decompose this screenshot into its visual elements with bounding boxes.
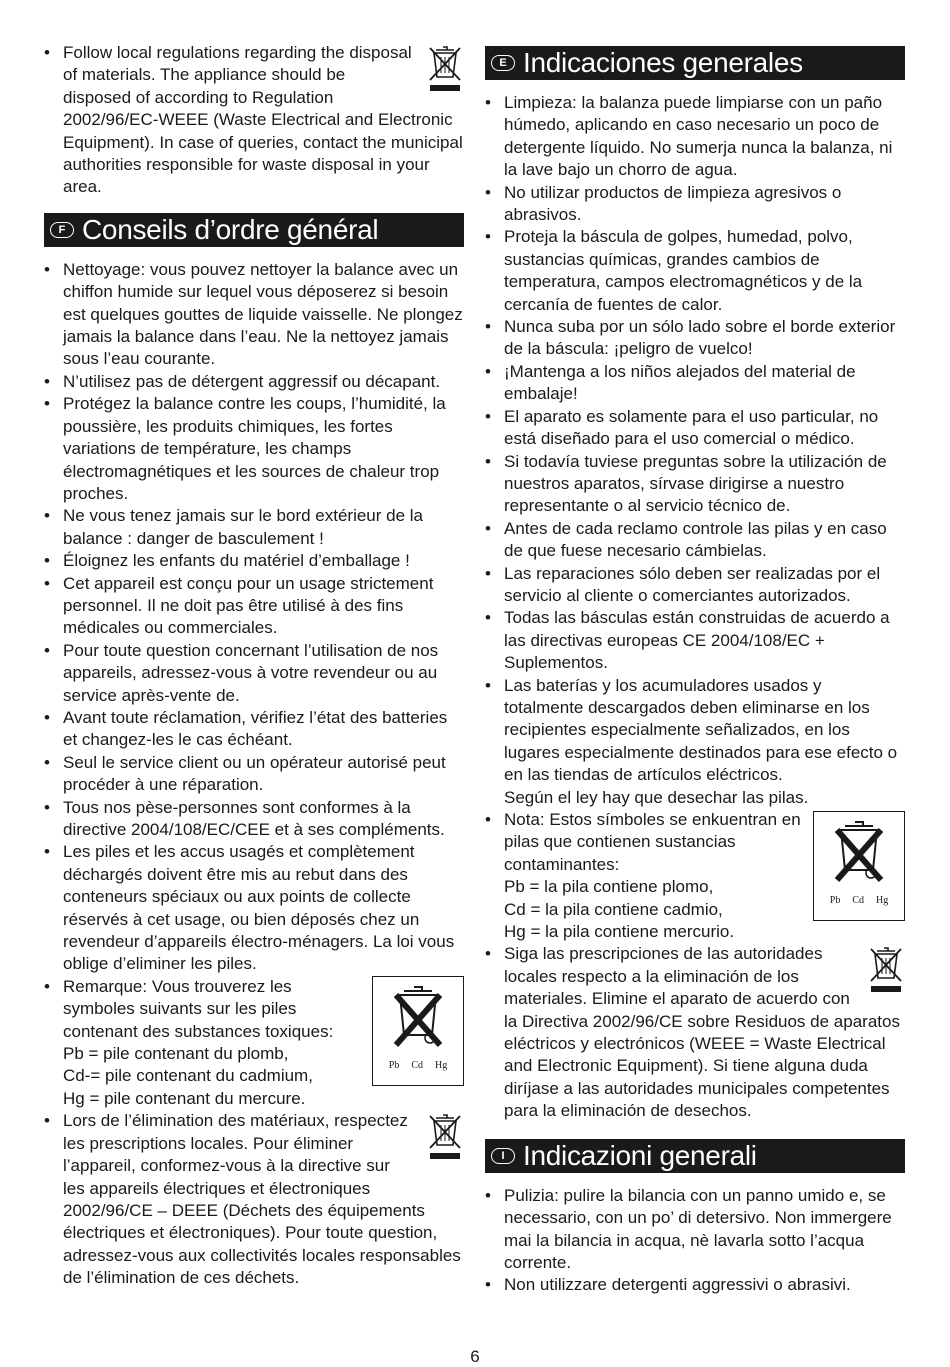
list-item: • Protégez la balance contre les coups, l’humidité, la poussière, les produits chimiques, les fortes variations de température, les champs électromagnétiques et les sources de chaleur trop proches. xyxy=(44,393,464,505)
right-column xyxy=(485,42,905,1297)
crossed-bin-icon xyxy=(827,818,891,888)
list-item: • N’utilisez pas de détergent aggressif ou décapant. xyxy=(44,371,464,393)
language-badge-f: F xyxy=(50,222,74,238)
list-item: • Pulizia: pulire la bilancia con un panno umido e, se necessario, con un po’ di detersivo. Non immergere mai la bilancia in acqua, nè lavarla sotto l’acqua corrente. xyxy=(485,1185,905,1275)
crossed-bin-icon xyxy=(386,983,450,1053)
list-item: • Éloignez les enfants du matériel d’emballage ! xyxy=(44,550,464,572)
list-item: • No utilizar productos de limpieza agresivos o abrasivos. xyxy=(485,182,905,227)
symbol-pb: • Pb xyxy=(388,1059,400,1071)
list-item: • Seul le service client ou un opérateur autorisé peut procéder à une réparation. xyxy=(44,752,464,797)
list-item: • Nunca suba por un sólo lado sobre el borde exterior de la báscula: ¡peligro de vuelco! xyxy=(485,316,905,361)
list-item: • Non utilizzare detergenti aggressivi o abrasivi. xyxy=(485,1274,905,1296)
section-header-spanish xyxy=(485,46,905,80)
french-list xyxy=(44,259,464,1290)
weee-bin-icon xyxy=(426,44,464,98)
symbol-cd: Cd xyxy=(411,1059,423,1071)
symbol-hg: Hg xyxy=(876,895,889,906)
list-item-note: • Pb Cd Hg Nota: Estos símboles se enkuentran en pilas que contienen sustancias contaminantes: Pb = la pila contiene plomo, Cd = la pila contiene cadmio, Hg = la pila contiene mercurio. xyxy=(485,809,905,943)
list-item: • Nettoyage: vous pouvez nettoyer la balance avec un chiffon humide sur lequel vous déposerez si besoin est quelques gouttes de liquide vaisselle. Ne plongez jamais la balance dans l’eau. Ne la nettoyez jamais sous l’eau courante. xyxy=(44,259,464,371)
section-title-spanish: Indicaciones generales xyxy=(523,47,803,78)
symbol-pb: • Pb xyxy=(829,895,841,906)
section-title-french: Conseils d’ordre général xyxy=(82,213,379,245)
list-item-remark: • Pb Cd Hg Remarque: Vous trouverez les symboles suivants sur les piles contenant des substances toxiques: Pb = pile contenant du plomb, Cd-= pile contenant du cadmium, Hg = pile contenant du mercure. xyxy=(44,976,464,1110)
weee-bin-icon xyxy=(867,945,905,999)
language-badge-e: E xyxy=(491,55,515,71)
list-item: • Tous nos pèse-personnes sont conformes à la directive 2004/108/EC/CEE et à ses compléments. xyxy=(44,797,464,842)
list-item: • Siga las prescripciones de las autoridades locales respecto a la eliminación de los materiales. Elimine el aparato de acuerdo con la Directiva 2002/96/CE sobre Residuos de aparatos eléctricos y electrónicos (WEEE = Waste Electrical and Electronic Equipment). Si tiene alguna duda diríjase a las autoridades municipales competentes para la eliminación de desechos. xyxy=(485,943,905,1122)
list-item: • Todas las básculas están construidas de acuerdo a las directivas europeas CE 2004/108/EC + Suplementos. xyxy=(485,607,905,674)
list-item: • Si todavía tuviese preguntas sobre la utilización de nuestros aparatos, sírvase dirigirse a nuestro representante o al servicio técnico de. xyxy=(485,451,905,518)
left-column xyxy=(44,42,464,1290)
list-item: • ¡Mantenga a los niños alejados del material de embalaje! xyxy=(485,361,905,406)
list-item: • Les piles et les accus usagés et complètement déchargés doivent être mis au rebut dans des conteneurs spéciaux ou aux points de collecte réservés à cet usage, ou bien déposés chez un revendeur d’appareils électro-ménagers. La loi vous oblige d’eliminer les piles. xyxy=(44,841,464,975)
list-item: • Follow local regulations regarding the disposal of materials. The appliance should be disposed of according to Regulation 2002/96/EC-WEEE (Waste Electrical and Electronic Equipment). In case of queries, contact the municipal authorities responsible for waste disposal in your area. xyxy=(44,42,464,199)
italian-list xyxy=(485,1185,905,1297)
batteries-note: Según el ley hay que desechar las pilas. xyxy=(504,787,809,807)
section-title-italian: Indicazioni generali xyxy=(523,1139,757,1171)
list-item: • Antes de cada reclamo controle las pilas y en caso de que fuese necesario cámbielas. xyxy=(485,518,905,563)
section-header-french xyxy=(44,213,464,247)
battery-symbols-figure xyxy=(813,811,905,921)
list-item: • Proteja la báscula de golpes, humedad, polvo, sustancias químicas, grandes cambios de temperatura, campos electromagnéticos y de la cercanía de fuentes de calor. xyxy=(485,226,905,316)
battery-symbols-figure xyxy=(372,976,464,1086)
weee-bin-icon xyxy=(426,1112,464,1166)
symbol-hg: Hg xyxy=(435,1059,448,1071)
page-number: 6 xyxy=(470,1347,480,1366)
list-item: • Limpieza: la balanza puede limpiarse con un paño húmedo, aplicando en caso necesario un poco de detergente líquido. No sumerja nunca la balanza, ni la lave bajo un chorro de agua. xyxy=(485,92,905,182)
list-item: • Las reparaciones sólo deben ser realizadas por el servicio al cliente o comerciantes autorizados. xyxy=(485,563,905,608)
list-item: • El aparato es solamente para el uso particular, no está diseñado para el uso comercial o médico. xyxy=(485,406,905,451)
list-item: • Cet appareil est conçu pour un usage strictement personnel. Il ne doit pas être utilisé à des fins médicales ou commerciales. xyxy=(44,573,464,640)
intro-list xyxy=(44,42,464,199)
list-item: • Avant toute réclamation, vérifiez l’état des batteries et changez-les le cas échéant. xyxy=(44,707,464,752)
list-item: • Ne vous tenez jamais sur le bord extérieur de la balance : danger de basculement ! xyxy=(44,505,464,550)
spanish-list xyxy=(485,92,905,1123)
symbol-cd: Cd xyxy=(852,895,864,906)
section-header-italian xyxy=(485,1139,905,1173)
list-item: • Pour toute question concernant l’utilisation de nos appareils, adressez-vous à votre revendeur ou au service après-vente de. xyxy=(44,640,464,707)
list-item: • Las baterías y los acumuladores usados y totalmente descargados deben eliminarse en los recipientes especialmente señalizados, en los lugares especialmente destinados para ese efecto o en las tiendas de artículos eléctricos. Según el ley hay que desechar las pilas. xyxy=(485,675,905,809)
list-item: • Lors de l’élimination des matériaux, respectez les prescriptions locales. Pour éliminer l’appareil, conformez-vous à la directive sur les appareils électriques et électroniques 2002/96/CE – DEEE (Déchets des équipements électriques et électroniques). Pour toute question, adressez-vous aux collectivités locales responsables de l’élimination de ces déchets. xyxy=(44,1110,464,1289)
language-badge-i: I xyxy=(491,1148,515,1164)
